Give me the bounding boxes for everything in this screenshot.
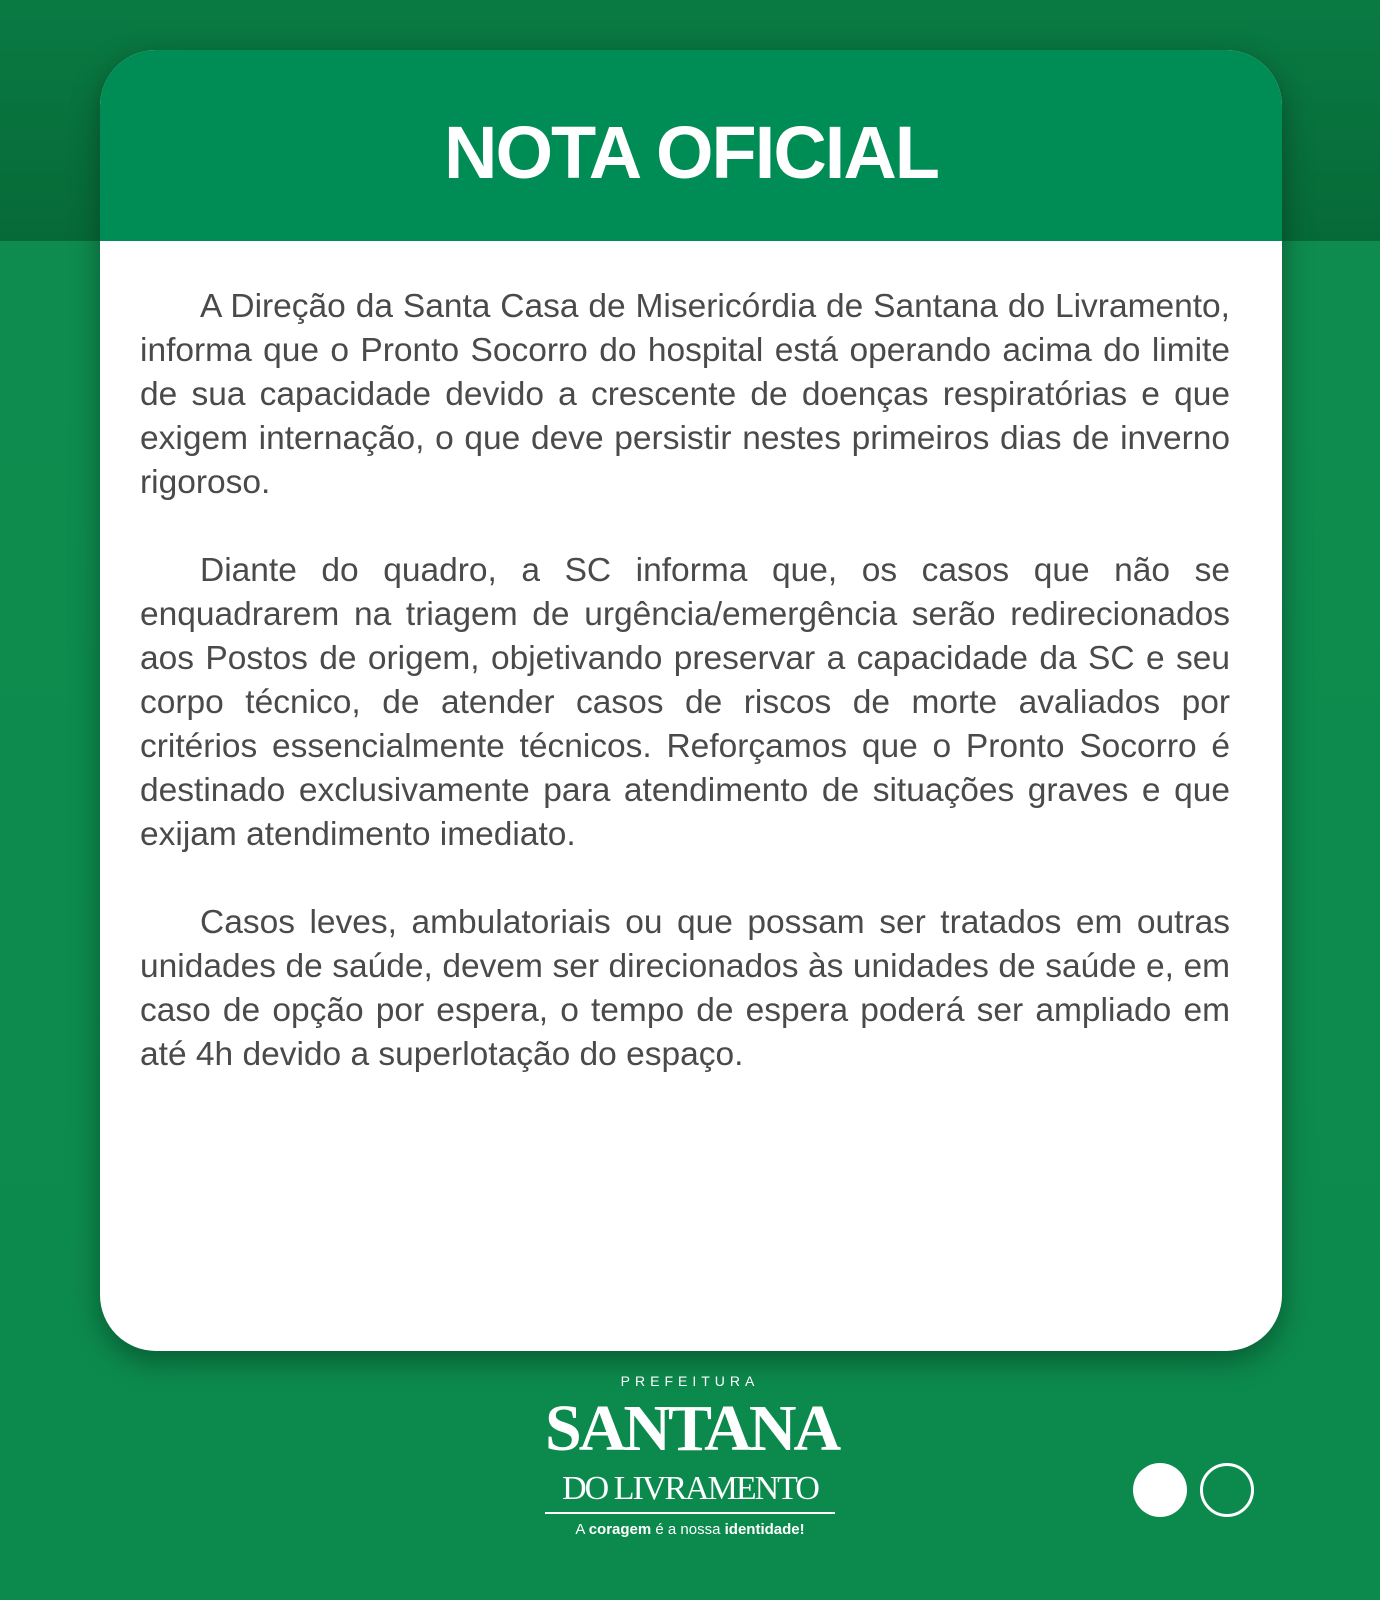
logo-name: SANTANA: [545, 1392, 839, 1465]
slogan-part: identidade!: [724, 1521, 805, 1538]
page-indicator-active[interactable]: [1133, 1463, 1187, 1517]
card-header: [100, 50, 1282, 241]
slogan-part: A: [575, 1521, 589, 1538]
notice-body: [100, 241, 1282, 1077]
page-indicator[interactable]: [1200, 1463, 1254, 1517]
slogan-part: coragem: [588, 1521, 652, 1538]
slogan-part: é a nossa: [651, 1521, 725, 1538]
paragraph: Casos leves, ambulatoriais ou que possam ser tratados em outras unidades de saúde, devem ser direcionados às unidades de saúde e, em caso de opção por espera, o tempo de espera poderá ser ampliado em até 4h devido a superlotação do espaço.: [140, 904, 1230, 1073]
prefeitura-logo: [545, 1372, 839, 1540]
notice-card: [100, 50, 1282, 1351]
paragraph: A Direção da Santa Casa de Misericórdia de Santana do Livramento, informa que o Pronto Socorro do hospital está operando acima do limite de sua capacidade devido a crescente de doenças respiratórias e que exigem internação, o que deve persistir nestes primeiros dias de inverno rigoroso.: [140, 288, 1230, 501]
page-title: NOTA OFICIAL: [444, 110, 938, 194]
logo-prefix: PREFEITURA: [620, 1373, 760, 1389]
paragraph: Diante do quadro, a SC informa que, os casos que não se enquadrarem na triagem de urgência/emergência serão redirecionados aos Postos de origem, objetivando preservar a capacidade da SC e seu corpo técnico, de atender casos de riscos de morte avaliados por critérios essencialmente técnicos. Reforçamos que o Pronto Socorro é destinado exclusivamente para atendimento de situações graves e que exijam atendimento imediato.: [140, 552, 1230, 853]
logo-name2: DO LIVRAMENTO: [545, 1468, 835, 1514]
logo-slogan: [545, 1520, 835, 1540]
